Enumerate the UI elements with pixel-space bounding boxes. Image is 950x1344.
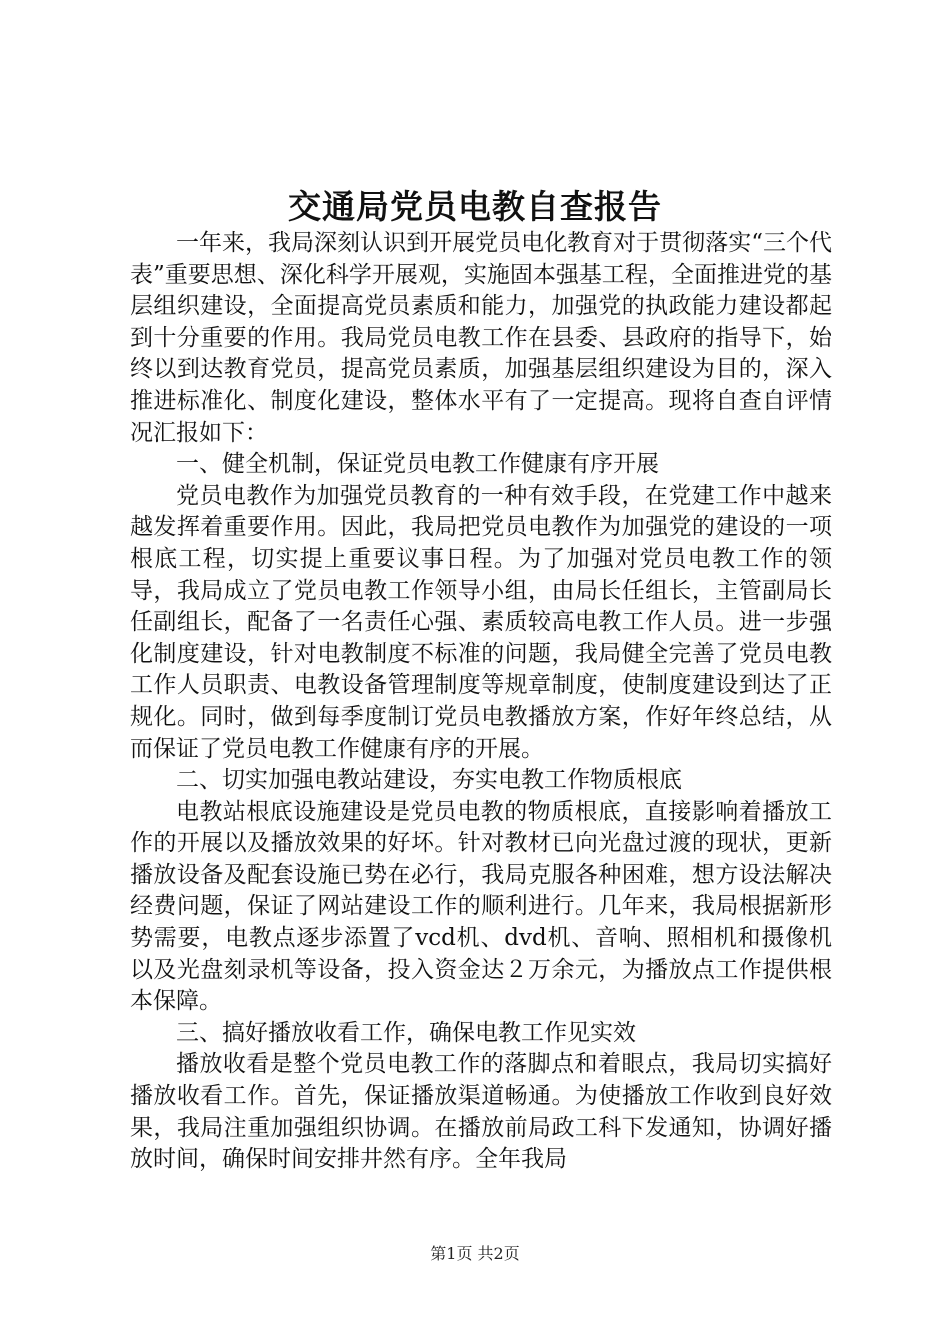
paragraph-intro: 一年来，我局深刻认识到开展党员电化教育对于贯彻落实“三个代表”重要思想、深化科学开展观，实施固本强基工程，全面推进党的基层组织建设，全面提高党员素质和能力，加强党的执政能力建设都起到十分重要的作用。我局党员电教工作在县委、县政府的指导下，始终以到达教育党员，提高党员素质，加强基层组织建设为目的，深入推进标准化、制度化建设，整体水平有了一定提高。现将自查自评情况汇报如下： [130,230,832,446]
document-body [130,228,832,1176]
paragraph-section-2: 电教站根底设施建设是党员电教的物质根底，直接影响着播放工作的开展以及播放效果的好坏。针对教材已向光盘过渡的现状，更新播放设备及配套设施已势在必行，我局克服各种困难，想方设法解决经费问题，保证了网站建设工作的顺利进行。几年来，我局根据新形势需要，电教点逐步添置了vcd机、dvd机、音响、照相机和摄像机以及光盘刻录机等设备，投入资金达２万余元，为播放点工作提供根本保障。 [130,798,832,1015]
paragraph-section-1: 党员电教作为加强党员教育的一种有效手段，在党建工作中越来越发挥着重要作用。因此，我局把党员电教作为加强党的建设的一项根底工程，切实提上重要议事日程。为了加强对党员电教工作的领导，我局成立了党员电教工作领导小组，由局长任组长，主管副局长任副组长，配备了一名责任心强、素质较高电教工作人员。进一步强化制度建设，针对电教制度不标准的问题，我局健全完善了党员电教工作人员职责、电教设备管理制度等规章制度，使制度建设到达了正规化。同时，做到每季度制订党员电教播放方案，作好年终总结，从而保证了党员电教工作健康有序的开展。 [130,482,832,762]
page-footer: 第1页 共2页 [430,1244,520,1263]
section-heading-3: 三、搞好播放收看工作，确保电教工作见实效 [176,1019,636,1046]
paragraph-section-3: 播放收看是整个党员电教工作的落脚点和着眼点，我局切实搞好播放收看工作。首先，保证播放渠道畅通。为使播放工作收到良好效果，我局注重加强组织协调。在播放前局政工科下发通知，协调好播放时间，确保时间安排井然有序。全年我局 [130,1051,832,1173]
section-heading-1: 一、健全机制，保证党员电教工作健康有序开展 [176,451,659,478]
section-heading-2: 二、切实加强电教站建设，夯实电教工作物质根底 [176,767,682,794]
document-title: 交通局党员电教自查报告 [288,187,662,226]
